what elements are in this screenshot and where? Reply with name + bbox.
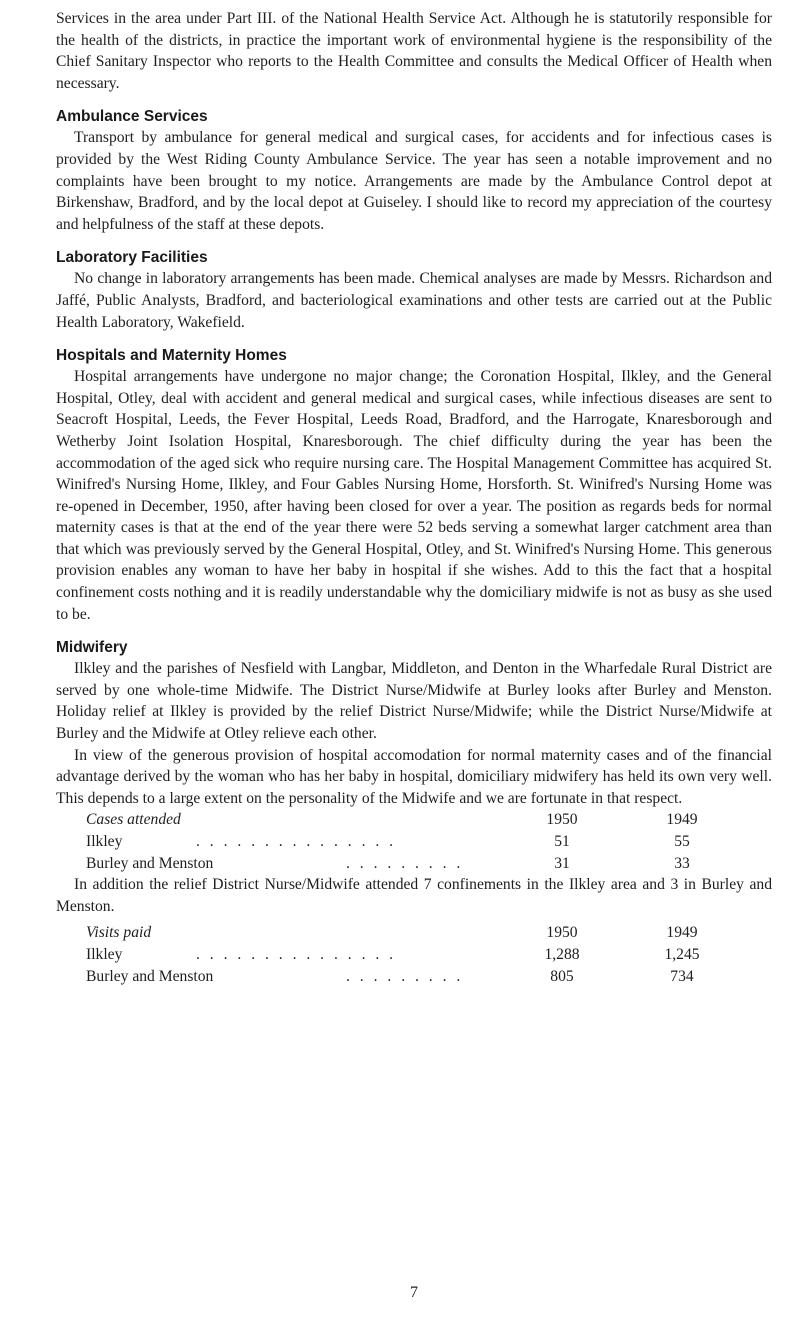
row-name: Burley and Menston: [86, 854, 214, 872]
value-1949: 1,245: [664, 945, 700, 963]
midwifery-paragraph-3: In addition the relief District Nurse/Midwife attended 7 confinements in the Ilkley area and 3 in Burley and Menston.: [56, 876, 772, 915]
hospitals-heading: Hospitals and Maternity Homes: [56, 347, 287, 365]
page-number: 7: [410, 1284, 418, 1301]
leader-dots: . . . . . . . . . . . . . . .: [196, 945, 397, 963]
value-1950: 805: [550, 967, 574, 985]
cases-table: [56, 809, 772, 874]
leader-dots: . . . . . . . . .: [346, 854, 464, 872]
ambulance-heading: Ambulance Services: [56, 108, 208, 126]
midwifery-paragraph-2: In view of the generous provision of hospital accomodation for normal maternity cases and of the financial advantage derived by the woman who has her baby in hospital, domiciliary midwifery has held its own very well. This depends to a large extent on the personality of the Midwife and we are fortunate in that respect.: [56, 746, 772, 807]
value-1949: 734: [670, 967, 694, 985]
cases-header-row: [56, 809, 772, 831]
table-row: [56, 853, 772, 875]
visits-col-1949: 1949: [666, 924, 698, 942]
hospitals-paragraph: Hospital arrangements have undergone no major change; the Coronation Hospital, Ilkley, and the General Hospital, Otley, deal with accident and general medical and surgical cases, while infectious diseases are sent to Seacroft Hospital, Leeds, the Fever Hospital, Leeds Road, Bradford, and the Harrogate, Knaresborough and Wetherby Joint Isolation Hospital, Knaresborough. The chief difficulty during the year has been the accommodation of the aged sick who require nursing care. The Hospital Management Committee has acquired St. Winifred's Nursing Home, Ilkley, and Four Gables Nursing Home, Horsforth. St. Winifred's Nursing Home was re-opened in December, 1950, after having been closed for over a year. The position as regards beds for normal maternity cases is that at the end of the year there were 52 beds serving a somewhat larger catchment area than that which was previously served by the General Hospital, Otley, and St. Winifred's Nursing Home. This generous provision enables any woman to have her baby in hospital if she wishes. Add to this the fact that a hospital confinement costs nothing and it is readily understandable why the domiciliary midwife is not as busy as she used to be.: [56, 368, 772, 623]
visits-table: [56, 922, 772, 987]
table-row: [56, 944, 772, 966]
visits-header-row: [56, 922, 772, 944]
midwifery-heading: Midwifery: [56, 639, 128, 657]
row-name: Ilkley: [86, 833, 123, 850]
visits-col-1950: 1950: [546, 924, 578, 942]
table-row: [56, 831, 772, 853]
value-1950: 31: [554, 854, 570, 872]
leader-dots: . . . . . . . . . . . . . . .: [196, 833, 397, 850]
value-1950: 51: [554, 833, 570, 850]
cases-label: Cases attended: [86, 811, 181, 829]
value-1949: 55: [674, 833, 690, 850]
table-row: [56, 966, 772, 988]
value-1950: 1,288: [544, 945, 580, 963]
laboratory-paragraph: No change in laboratory arrangements has been made. Chemical analyses are made by Messrs. Richardson and Jaffé, Public Analysts, Bradford, and bacteriological examinations and other tests are carried out at the Public Health Laboratory, Wakefield.: [56, 270, 772, 331]
document-page: [56, 0, 772, 1301]
row-name: Ilkley: [86, 945, 123, 963]
laboratory-heading: Laboratory Facilities: [56, 249, 208, 267]
cases-col-1950: 1950: [546, 811, 578, 829]
visits-label: Visits paid: [86, 924, 152, 942]
midwifery-paragraph-1: Ilkley and the parishes of Nesfield with Langbar, Middleton, and Denton in the Wharfedale Rural District are served by one whole-time Midwife. The District Nurse/Midwife at Burley looks after Burley and Menston. Holiday relief at Ilkley is provided by the relief District Nurse/Midwife; while the District Nurse/Midwife at Burley and the Midwife at Otley relieve each other.: [56, 660, 772, 743]
leader-dots: . . . . . . . . .: [346, 967, 464, 985]
row-name: Burley and Menston: [86, 967, 214, 985]
ambulance-paragraph: Transport by ambulance for general medical and surgical cases, for accidents and for infectious cases is provided by the West Riding County Ambulance Service. The year has seen a notable improvement and no complaints have been brought to my notice. Arrangements are made by the Ambulance Control depot at Birkenshaw, Bradford, and by the local depot at Guiseley. I should like to record my appreciation of the courtesy and helpfulness of the staff at these depots.: [56, 129, 772, 233]
value-1949: 33: [674, 854, 690, 872]
cases-col-1949: 1949: [666, 811, 698, 829]
intro-paragraph: Services in the area under Part III. of the National Health Service Act. Although he is statutorily responsible for the health of the districts, in practice the important work of environmental hygiene is the responsibility of the Chief Sanitary Inspector who reports to the Health Committee and consults the Medical Officer of Health when necessary.: [56, 10, 772, 92]
